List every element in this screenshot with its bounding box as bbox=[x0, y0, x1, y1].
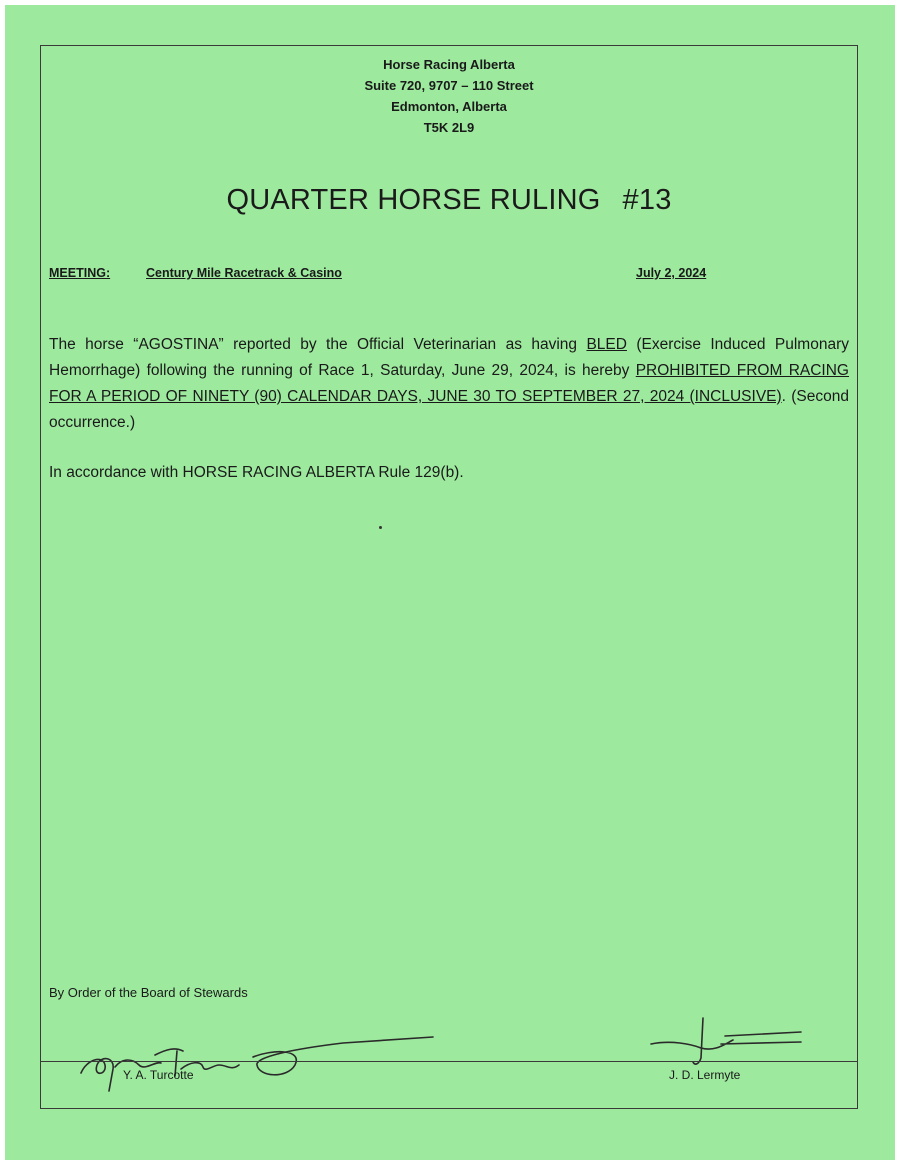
address-postal: T5K 2L9 bbox=[423, 120, 475, 135]
ruling-number: #13 bbox=[622, 184, 672, 216]
meeting-label: MEETING: bbox=[49, 266, 111, 280]
rule-reference: In accordance with HORSE RACING ALBERTA Rule 129(b). bbox=[49, 464, 464, 481]
bled-term: BLED bbox=[586, 336, 627, 353]
steward-name-turcotte: Y. A. Turcotte bbox=[123, 1068, 194, 1082]
document-border bbox=[40, 45, 858, 1109]
ruling-title bbox=[41, 184, 857, 217]
meeting-venue: Century Mile Racetrack & Casino bbox=[146, 266, 342, 280]
ruling-document bbox=[5, 5, 895, 1160]
ruling-text-part2: (Exercise Induced Pulmonary Hemorrhage) following the running of Race 1, Saturday, June 29, 2024, is hereby bbox=[49, 336, 849, 379]
prohibition-text: PROHIBITED FROM RACING FOR A PERIOD OF NINETY (90) CALENDAR DAYS, JUNE 30 TO SEPTEMBER 27, 2024 (INCLUSIVE) bbox=[49, 362, 849, 405]
letterhead bbox=[41, 54, 857, 138]
signature-line bbox=[41, 1061, 857, 1062]
meeting-date: July 2, 2024 bbox=[636, 266, 707, 280]
board-order-text: By Order of the Board of Stewards bbox=[49, 985, 248, 1000]
org-name: Horse Racing Alberta bbox=[383, 57, 515, 72]
signature-turcotte bbox=[63, 1021, 423, 1096]
ruling-text-part1: The horse “AGOSTINA” reported by the Official Veterinarian as having bbox=[49, 336, 587, 353]
steward-name-lermyte: J. D. Lermyte bbox=[669, 1068, 741, 1082]
stray-mark bbox=[379, 526, 382, 529]
ruling-title-text: QUARTER HORSE RULING bbox=[226, 184, 601, 216]
ruling-body bbox=[49, 332, 849, 436]
address-city: Edmonton, Alberta bbox=[391, 99, 507, 114]
ruling-text-part3: . (Second occurrence.) bbox=[49, 388, 849, 431]
address-street: Suite 720, 9707 – 110 Street bbox=[364, 78, 534, 93]
